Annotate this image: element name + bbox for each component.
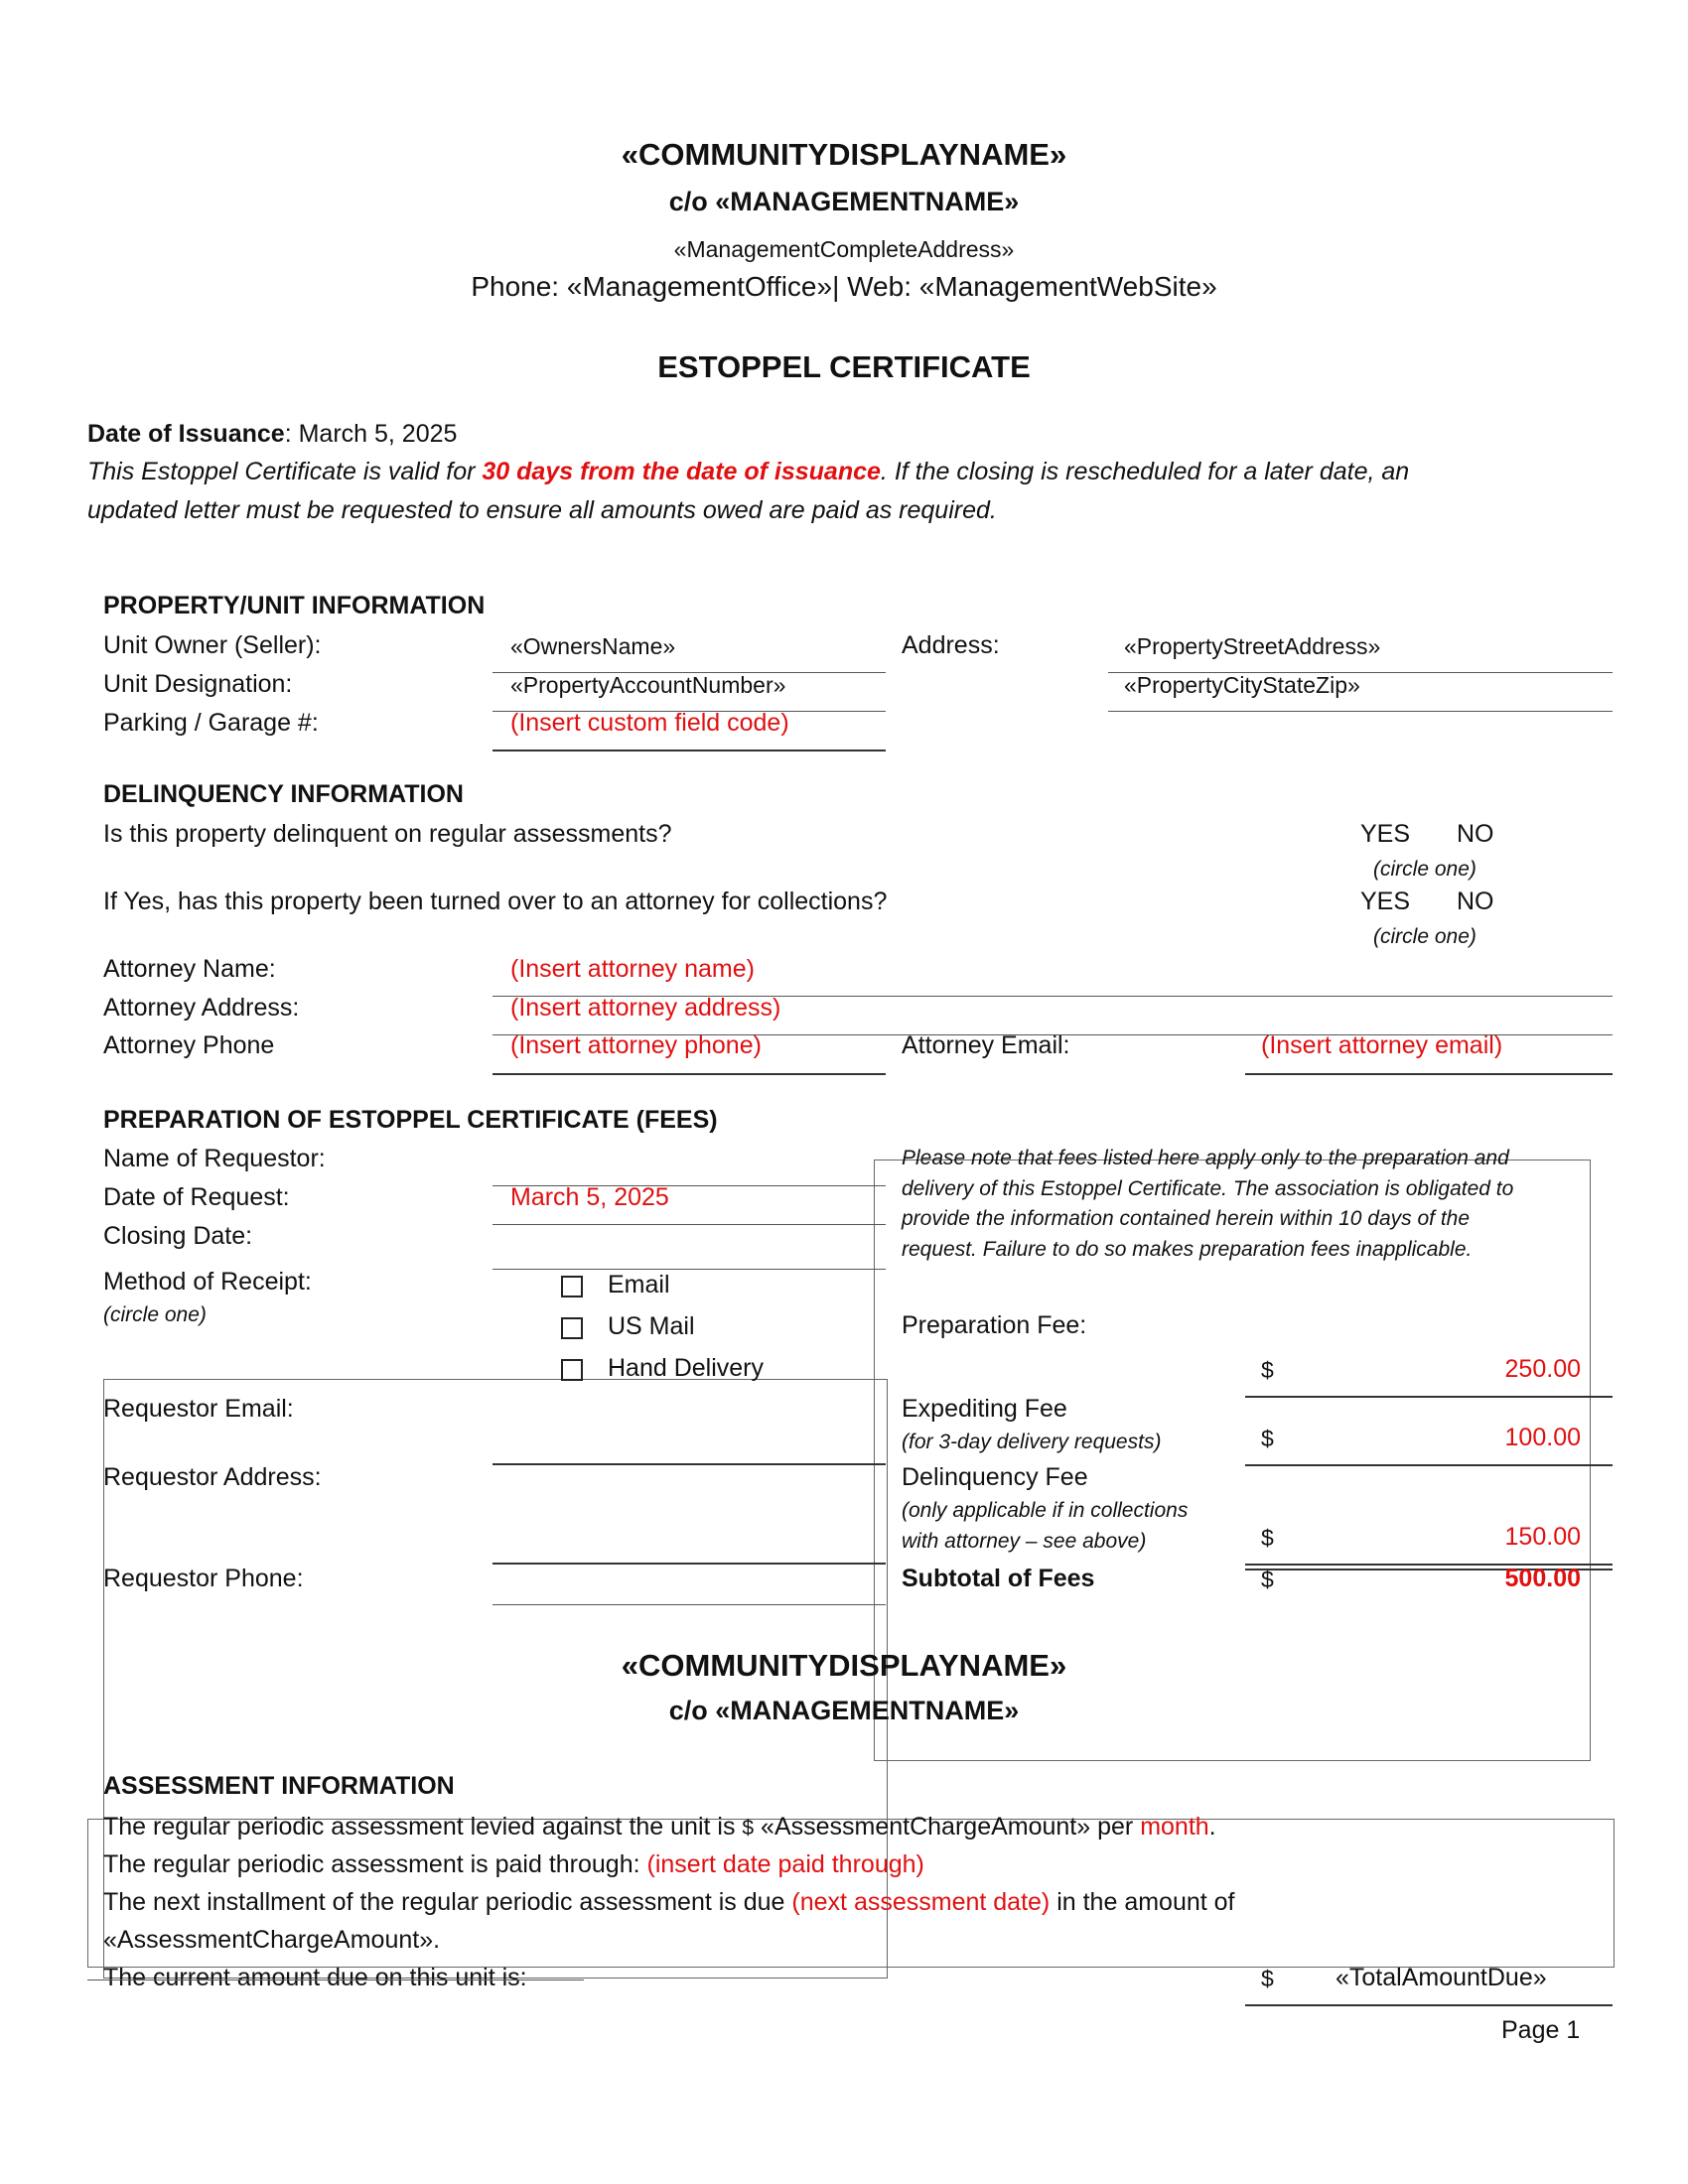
total-due-field[interactable]: «TotalAmountDue»: [1336, 1964, 1547, 1991]
expedite-fee-underline: [1245, 1464, 1613, 1466]
owner-label: Unit Owner (Seller):: [103, 631, 322, 659]
owner-value[interactable]: «OwnersName»: [510, 633, 676, 659]
q1-no-option[interactable]: NO: [1457, 820, 1494, 848]
attorney-email-label: Attorney Email:: [902, 1031, 1070, 1059]
issuance-label: Date of Issuance: [87, 420, 285, 448]
attorney-email-underline: [1245, 1073, 1613, 1075]
address-label: Address:: [902, 631, 1000, 659]
delinq-fee-currency: $: [1261, 1525, 1274, 1551]
method-usmail: US Mail: [608, 1312, 695, 1340]
validity-note: [87, 458, 1409, 486]
validity-note-line2: updated letter must be requested to ensure all amounts owed are paid as required.: [87, 496, 997, 524]
closing-date-underline: [492, 1269, 886, 1270]
method-label: Method of Receipt:: [103, 1268, 312, 1296]
q2-circle-hint: (circle one): [1373, 925, 1477, 948]
attorney-phone-label: Attorney Phone: [103, 1031, 275, 1059]
q2-no-option[interactable]: NO: [1457, 887, 1494, 915]
assessment-line3-pre: The next installment of the regular periodic assessment is due: [103, 1888, 792, 1916]
attorney-address-value[interactable]: (Insert attorney address): [510, 994, 781, 1022]
paid-through-field[interactable]: (insert date paid through): [646, 1850, 924, 1878]
delinq-fee-hint1: (only applicable if in collections: [902, 1499, 1189, 1522]
designation-label: Unit Designation:: [103, 670, 293, 698]
attorney-name-value[interactable]: (Insert attorney name): [510, 955, 755, 983]
method-email: Email: [608, 1271, 670, 1298]
issuance-date: March 5, 2025: [298, 420, 458, 448]
handdelivery-checkbox[interactable]: [561, 1359, 583, 1381]
current-amount-strike: [87, 1979, 584, 1980]
delinquent-question: Is this property delinquent on regular assessments?: [103, 820, 672, 848]
expedite-fee-hint: (for 3-day delivery requests): [902, 1431, 1162, 1453]
issuance-line: [87, 420, 457, 449]
assessment-period[interactable]: month: [1140, 1813, 1209, 1841]
validity-emphasis: 30 days from the date of issuance: [482, 458, 881, 485]
management-name-repeat: c/o «MANAGEMENTNAME»: [668, 1696, 1020, 1725]
date-request-value[interactable]: March 5, 2025: [510, 1183, 669, 1211]
designation-value[interactable]: «PropertyAccountNumber»: [510, 672, 786, 698]
attorney-email-value[interactable]: (Insert attorney email): [1261, 1031, 1503, 1059]
current-amount-label: The current amount due on this unit is:: [103, 1964, 527, 1991]
expedite-fee-label: Expediting Fee: [902, 1395, 1067, 1423]
q2-yes-option[interactable]: YES: [1360, 887, 1411, 915]
assessment-line3-post: in the amount of: [1050, 1888, 1235, 1916]
assessment-line1-end: .: [1208, 1813, 1216, 1841]
management-name: c/o «MANAGEMENTNAME»: [668, 187, 1020, 216]
prep-fee-currency: $: [1261, 1357, 1274, 1383]
attorney-phone-value[interactable]: (Insert attorney phone): [510, 1031, 762, 1059]
prep-fee-label: Preparation Fee:: [902, 1311, 1087, 1339]
requestor-name-label: Name of Requestor:: [103, 1145, 326, 1172]
issuance-sep: :: [284, 420, 299, 448]
community-name: «COMMUNITYDISPLAYNAME»: [621, 137, 1067, 172]
attorney-question: If Yes, has this property been turned over to an attorney for collections?: [103, 887, 888, 915]
property-heading: PROPERTY/UNIT INFORMATION: [103, 592, 486, 619]
fee-note-line: delivery of this Estoppel Certificate. The association is obligated to: [902, 1176, 1514, 1200]
assessment-line2-pre: The regular periodic assessment is paid through:: [103, 1850, 647, 1878]
assessment-line1-pre: The regular periodic assessment levied against the unit is: [103, 1813, 743, 1841]
attorney-address-label: Attorney Address:: [103, 994, 300, 1022]
management-address: «ManagementCompleteAddress»: [673, 236, 1015, 262]
expedite-fee-amount[interactable]: 100.00: [1504, 1424, 1581, 1451]
attorney-phone-underline: [492, 1073, 886, 1075]
community-name-repeat: «COMMUNITYDISPLAYNAME»: [621, 1648, 1067, 1683]
assessment-line1: [103, 1813, 1216, 1842]
requestor-email-label: Requestor Email:: [103, 1395, 294, 1423]
fee-note-line: request. Failure to do so makes preparation fees inapplicable.: [902, 1237, 1473, 1261]
email-checkbox[interactable]: [561, 1276, 583, 1297]
parking-label: Parking / Garage #:: [103, 709, 319, 737]
delinq-fee-label: Delinquency Fee: [902, 1463, 1088, 1491]
street-value[interactable]: «PropertyStreetAddress»: [1124, 633, 1381, 659]
delinq-fee-amount[interactable]: 150.00: [1504, 1523, 1581, 1551]
attorney-name-label: Attorney Name:: [103, 955, 276, 983]
validity-pre: This Estoppel Certificate is valid for: [87, 458, 483, 485]
prep-fee-amount[interactable]: 250.00: [1504, 1355, 1581, 1383]
assessment-heading: ASSESSMENT INFORMATION: [103, 1772, 455, 1800]
requestor-email-underline: [492, 1463, 886, 1465]
requestor-phone-label: Requestor Phone:: [103, 1565, 304, 1592]
closing-date-label: Closing Date:: [103, 1222, 253, 1250]
expedite-fee-currency: $: [1261, 1426, 1274, 1451]
prep-fee-underline: [1245, 1396, 1613, 1398]
assessment-line2: [103, 1850, 924, 1879]
delinquency-heading: DELINQUENCY INFORMATION: [103, 780, 464, 808]
delinq-fee-hint2: with attorney – see above): [902, 1530, 1147, 1553]
citystatezip-value[interactable]: «PropertyCityStateZip»: [1124, 672, 1360, 698]
subtotal-label: Subtotal of Fees: [902, 1565, 1095, 1592]
total-due-underline: [1245, 2004, 1613, 2006]
assessment-line3: [103, 1888, 1235, 1917]
assessment-line4: «AssessmentChargeAmount».: [103, 1926, 441, 1954]
page-number: Page 1: [1501, 2016, 1581, 2044]
parking-underline: [492, 750, 886, 751]
assessment-line1-currency: $: [742, 1817, 755, 1840]
validity-post: . If the closing is rescheduled for a later date, an: [880, 458, 1410, 485]
total-due-currency: $: [1261, 1966, 1274, 1991]
citystatezip-underline: [1108, 711, 1613, 712]
fee-note: [902, 1144, 1513, 1265]
subtotal-amount[interactable]: 500.00: [1504, 1565, 1581, 1592]
assessment-charge-field[interactable]: «AssessmentChargeAmount» per: [754, 1813, 1141, 1841]
requestor-address-underline: [492, 1563, 886, 1565]
method-handdelivery: Hand Delivery: [608, 1354, 765, 1382]
requestor-phone-underline: [492, 1604, 886, 1605]
parking-value[interactable]: (Insert custom field code): [510, 709, 789, 737]
date-request-underline: [492, 1224, 886, 1225]
document-title: ESTOPPEL CERTIFICATE: [657, 349, 1031, 384]
q1-circle-hint: (circle one): [1373, 858, 1477, 881]
subtotal-currency: $: [1261, 1567, 1274, 1592]
usmail-checkbox[interactable]: [561, 1317, 583, 1339]
next-assessment-field[interactable]: (next assessment date): [791, 1888, 1051, 1916]
fees-heading: PREPARATION OF ESTOPPEL CERTIFICATE (FEES): [103, 1106, 718, 1134]
q1-yes-option[interactable]: YES: [1360, 820, 1411, 848]
date-request-label: Date of Request:: [103, 1183, 290, 1211]
fee-note-line: Please note that fees listed here apply only to the preparation and: [902, 1147, 1509, 1169]
fee-note-line: provide the information contained herein within 10 days of the: [902, 1207, 1471, 1230]
management-contact: Phone: «ManagementOffice»| Web: «ManagementWebSite»: [471, 271, 1217, 302]
requestor-address-label: Requestor Address:: [103, 1463, 322, 1491]
method-hint: (circle one): [103, 1303, 207, 1326]
